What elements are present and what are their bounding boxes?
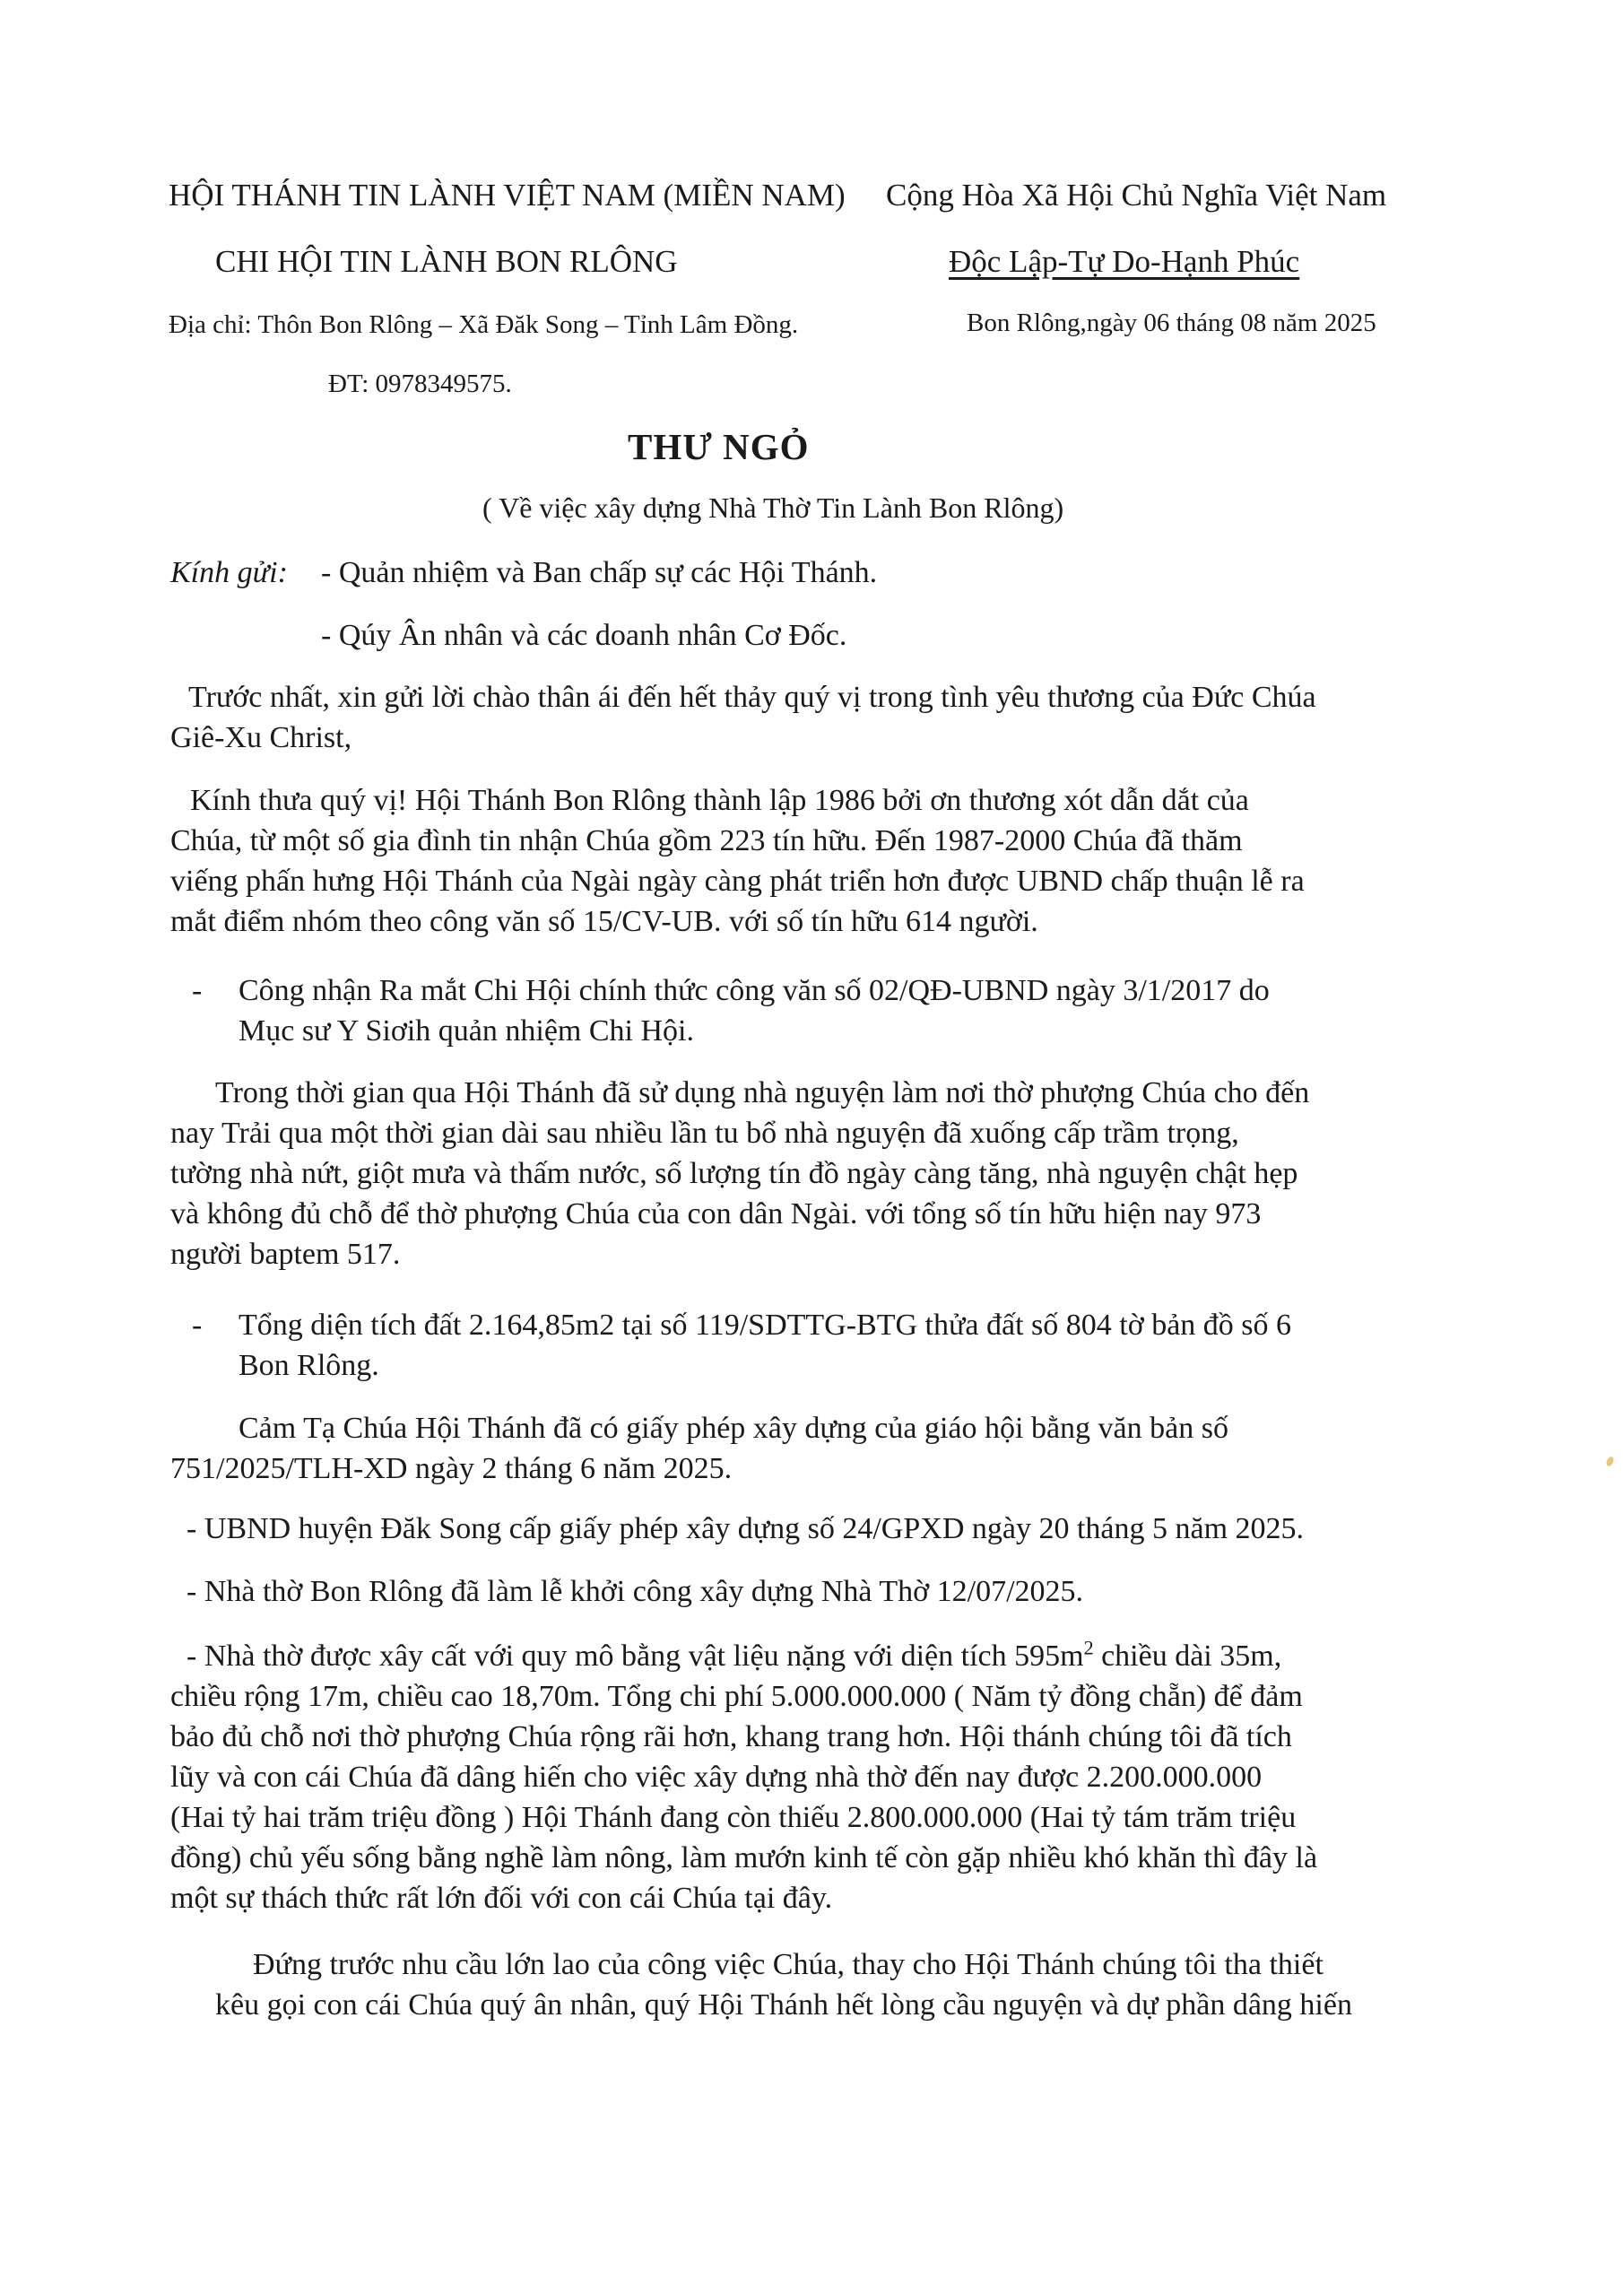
national-motto: Độc Lập-Tự Do-Hạnh Phúc: [949, 244, 1300, 279]
text-line: viếng phấn hưng Hội Thánh của Ngài ngày càng phát triển hơn được UBND chấp thuận lễ ra: [170, 865, 1305, 898]
phone-line: ĐT: 0978349575.: [328, 370, 512, 398]
text-line: Trong thời gian qua Hội Thánh đã sử dụng nhà nguyện làm nơi thờ phượng Chúa cho đến: [215, 1076, 1310, 1109]
text-line: lũy và con cái Chúa đã dâng hiến cho việc xây dựng nhà thờ đến nay được 2.200.000.000: [170, 1761, 1263, 1794]
document-subtitle: ( Về việc xây dựng Nhà Thờ Tin Lành Bon Rlông): [482, 491, 1064, 524]
text-line: Cảm Tạ Chúa Hội Thánh đã có giấy phép xây dựng của giáo hội bằng văn bản số: [239, 1412, 1228, 1445]
text-line: đồng) chủ yếu sống bằng nghề làm nông, làm mướn kinh tế còn gặp nhiều khó khăn thì đây là: [170, 1841, 1318, 1874]
scan-speck: [1605, 1456, 1615, 1467]
paragraph-groundbreaking: - Nhà thờ Bon Rlông đã làm lễ khởi công xây dựng Nhà Thờ 12/07/2025.: [187, 1575, 1084, 1608]
text-fragment: chiều dài 35m,: [1093, 1639, 1282, 1673]
recipients-label: Kính gửi:: [170, 556, 288, 589]
branch-name: CHI HỘI TIN LÀNH BON RLÔNG: [215, 244, 678, 279]
text-line: Mục sư Y Siơih quản nhiệm Chi Hội.: [239, 1014, 694, 1048]
text-line: nay Trải qua một thời gian dài sau nhiều lần tu bổ nhà nguyện đã xuống cấp trầm trọng,: [170, 1117, 1239, 1150]
org-name-right: Cộng Hòa Xã Hội Chủ Nghĩa Việt Nam: [886, 178, 1387, 213]
recipient-line-2: - Qúy Ân nhân và các doanh nhân Cơ Đốc.: [321, 619, 847, 652]
superscript: 2: [1083, 1636, 1094, 1659]
text-line: Đứng trước nhu cầu lớn lao của công việc Chúa, thay cho Hội Thánh chúng tôi tha thiết: [253, 1948, 1324, 1981]
text-line: người baptem 517.: [170, 1238, 401, 1271]
text-line: mắt điểm nhóm theo công văn số 15/CV-UB. với số tín hữu 614 người.: [170, 905, 1038, 938]
text-fragment: - Nhà thờ được xây cất với quy mô bằng vật liệu nặng với diện tích 595m: [187, 1639, 1084, 1673]
text-line: và không đủ chỗ để thờ phượng Chúa của con dân Ngài. với tổng số tín hữu hiện nay 973: [170, 1197, 1262, 1231]
text-line: Chúa, từ một số gia đình tin nhận Chúa gồm 223 tín hữu. Đến 1987-2000 Chúa đã thăm: [170, 824, 1243, 857]
text-line: một sự thách thức rất lớn đối với con cái Chúa tại đây.: [170, 1882, 833, 1915]
org-name-left: HỘI THÁNH TIN LÀNH VIỆT NAM (MIỀN NAM): [169, 178, 846, 213]
text-line: Kính thưa quý vị! Hội Thánh Bon Rlông thành lập 1986 bởi ơn thương xót dẫn dắt của: [190, 784, 1249, 817]
text-line: (Hai tỷ hai trăm triệu đồng ) Hội Thánh đang còn thiếu 2.800.000.000 (Hai tỷ tám trăm triệu: [170, 1801, 1297, 1834]
bullet-dash: -: [192, 974, 203, 1007]
text-line: Giê-Xu Christ,: [170, 721, 352, 754]
text-line: Tổng diện tích đất 2.164,85m2 tại số 119/SDTTG-BTG thửa đất số 804 tờ bản đồ số 6: [239, 1309, 1292, 1342]
recipient-line-1: - Quản nhiệm và Ban chấp sự các Hội Thánh.: [321, 556, 878, 589]
document-title: THƯ NGỎ: [628, 426, 810, 467]
text-line: tường nhà nứt, giột mưa và thấm nước, số lượng tín đồ ngày càng tăng, nhà nguyện chật hẹp: [170, 1157, 1298, 1190]
address-line: Địa chỉ: Thôn Bon Rlông – Xã Đăk Song – Tỉnh Lâm Đồng.: [169, 310, 799, 339]
paragraph-ubnd-permit: - UBND huyện Đăk Song cấp giấy phép xây dựng số 24/GPXD ngày 20 tháng 5 năm 2025.: [187, 1512, 1305, 1545]
text-line: bảo đủ chỗ nơi thờ phượng Chúa rộng rãi hơn, khang trang hơn. Hội thánh chúng tôi đã tích: [170, 1720, 1292, 1753]
text-line: kêu gọi con cái Chúa quý ân nhân, quý Hội Thánh hết lòng cầu nguyện và dự phần dâng hiến: [215, 1988, 1352, 2022]
text-line: Bon Rlông.: [239, 1349, 379, 1382]
text-line: Trước nhất, xin gửi lời chào thân ái đến hết thảy quý vị trong tình yêu thương của Đức Chúa: [188, 681, 1316, 714]
text-line: chiều rộng 17m, chiều cao 18,70m. Tổng chi phí 5.000.000.000 ( Năm tỷ đồng chẵn) để đảm: [170, 1680, 1303, 1713]
text-line: [187, 1636, 1281, 1676]
text-line: 751/2025/TLH-XD ngày 2 tháng 6 năm 2025.: [170, 1452, 733, 1485]
bullet-dash: -: [192, 1309, 203, 1342]
text-line: Công nhận Ra mắt Chi Hội chính thức công văn số 02/QĐ-UBND ngày 3/1/2017 do: [239, 974, 1270, 1007]
date-line: Bon Rlông,ngày 06 tháng 08 năm 2025: [967, 309, 1376, 337]
